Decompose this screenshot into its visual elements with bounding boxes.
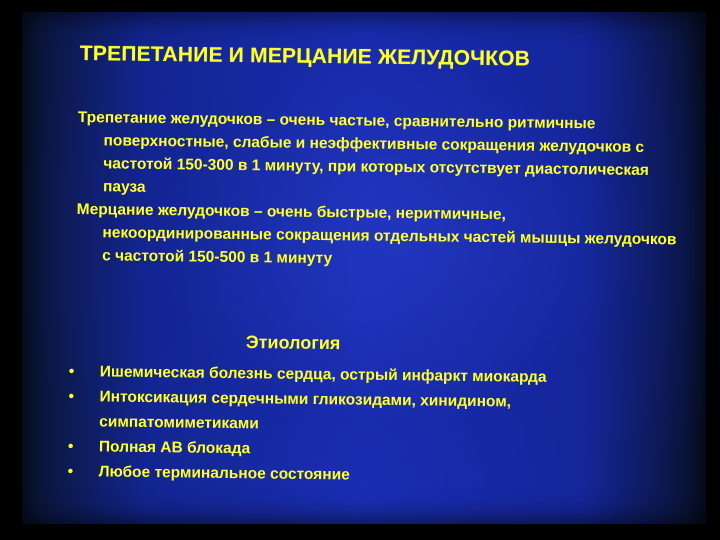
- definition-description: очень частые, сравнительно ритмичные поверхностные, слабые и неэффективные сокращения желудочков с частотой 150-300 в 1 минуту, при которых отсутствует диастолическая пауза: [102, 111, 649, 196]
- etiology-item-text: Любое терминальное состояние: [98, 463, 350, 484]
- bullet-icon: •: [68, 388, 75, 406]
- definition-fibrillation: [76, 198, 677, 274]
- etiology-heading: Этиология: [245, 332, 341, 354]
- bullet-icon: •: [67, 438, 74, 456]
- slide-title: ТРЕПЕТАНИЕ И МЕРЦАНИЕ ЖЕЛУДОЧКОВ: [79, 42, 531, 71]
- definition-description: очень быстрые, неритмичные, некоординированные сокращения отдельных частей мышцы желудочков с частотой 150-500 в 1 минуту: [102, 203, 677, 268]
- definition-term: Мерцание желудочков: [76, 200, 250, 221]
- presentation-slide: [22, 12, 706, 524]
- bullet-icon: •: [67, 463, 74, 481]
- etiology-item-text: Ишемическая болезнь сердца, острый инфаркт миокарда: [99, 363, 547, 386]
- etiology-item-text: Интоксикация сердечными гликозидами, хинидином, симпатомиметиками: [99, 388, 512, 433]
- definitions-block: [76, 106, 678, 274]
- etiology-item-text: Полная АВ блокада: [98, 438, 251, 458]
- bullet-icon: •: [68, 363, 75, 381]
- definition-term: Трепетание желудочков: [77, 108, 263, 129]
- etiology-list: [64, 359, 665, 491]
- definition-dash: –: [262, 111, 280, 129]
- list-item: [65, 384, 666, 441]
- definition-flutter: [77, 106, 678, 205]
- definition-dash: –: [249, 203, 267, 221]
